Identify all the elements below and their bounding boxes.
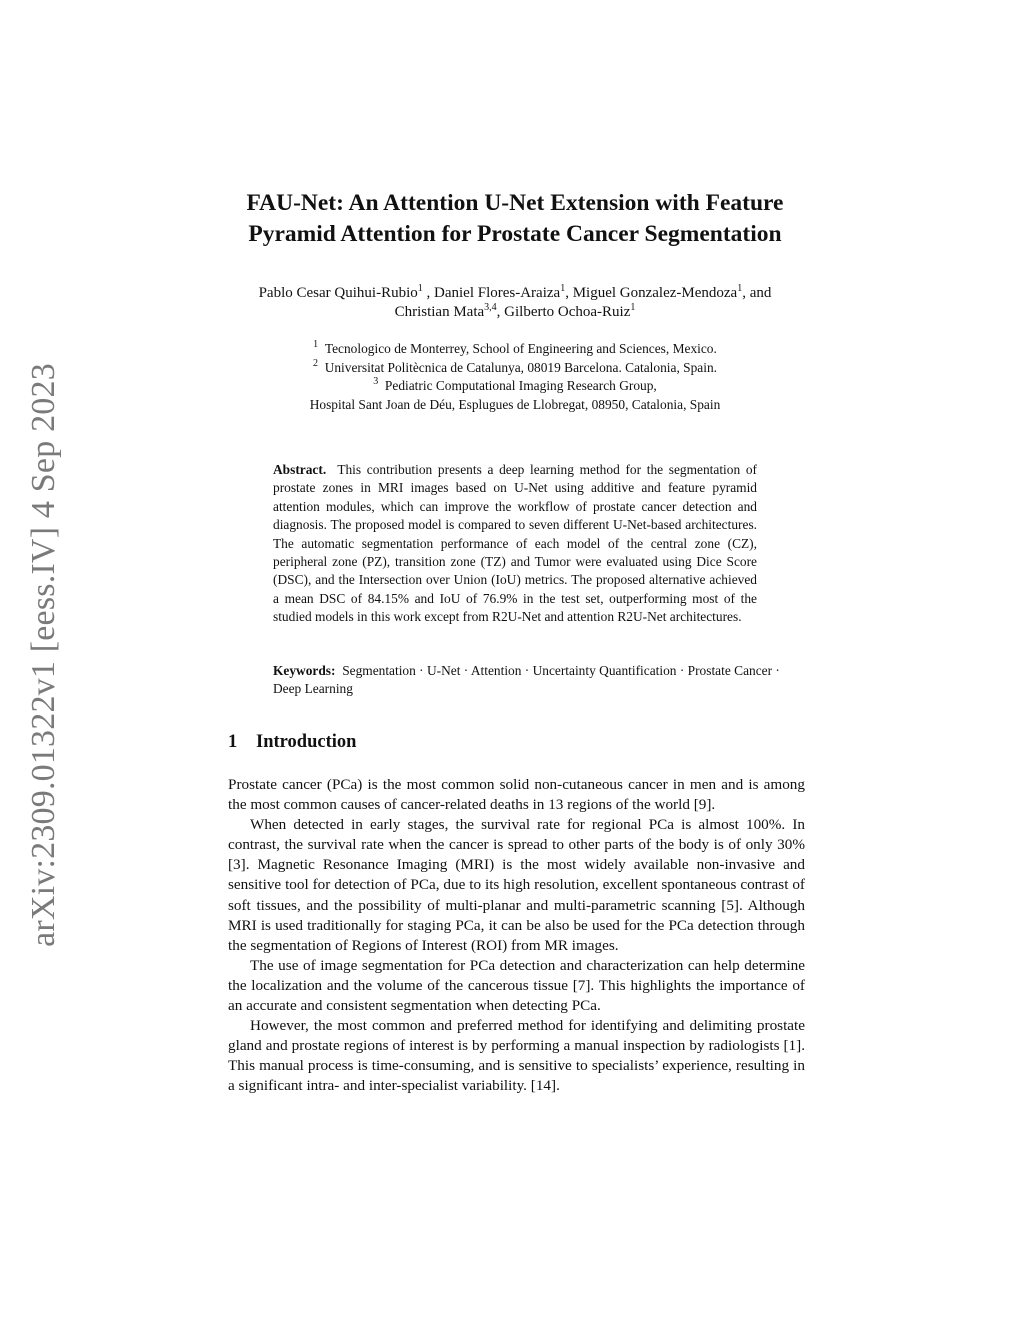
arxiv-identifier: arXiv:2309.01322v1 [eess.IV] 4 Sep 2023	[25, 363, 63, 947]
affiliation-line	[230, 377, 800, 396]
author-separator: , and	[742, 285, 772, 301]
abstract-label: Abstract.	[273, 462, 327, 477]
author-separator: ,	[422, 285, 434, 301]
affiliation-text: Pediatric Computational Imaging Research Group,	[384, 378, 657, 393]
keywords-label: Keywords:	[273, 663, 336, 678]
section-title: Introduction	[256, 732, 357, 752]
abstract	[273, 461, 757, 627]
section-heading	[228, 732, 356, 753]
affiliation-number: 1	[313, 339, 319, 350]
affiliation-number: 3	[373, 376, 379, 387]
paragraph: The use of image segmentation for PCa detection and characterization can help determine the localization and the volume of the cancerous tissue [7]. This highlights the importance of an accurate and consistent segmentation when detecting PCa.	[228, 956, 805, 1015]
affiliation-number: 2	[312, 357, 318, 369]
abstract-text: This contribution presents a deep learning method for the segmentation of prostate zones in MRI images based on U-Net using additive and feature pyramid attention modules, which can improve the workflow of prostate cancer detection and diagnosis. The proposed model is compared to seven different U-Net-based architectures. The automatic segmentation performance of each model of the central zone (CZ), peripheral zone (PZ), transition zone (TZ) and Tumor were evaluated using Dice Score (DSC), and the Intersection over Union (IoU) metrics. The proposed alternative achieved a mean DSC of 84.15% and IoU of 76.9% in the test set, outperforming most of the studied models in this work except from R2U-Net and attention R2U-Net architectures.	[273, 462, 757, 625]
author-affiliation-mark: 1	[630, 302, 636, 313]
affiliation-text: Hospital Sant Joan de Déu, Esplugues de Llobregat, 08950, Catalonia, Spain	[309, 396, 721, 412]
author-separator: ,	[565, 285, 573, 301]
author-affiliation-mark: 1	[417, 283, 423, 294]
keywords	[273, 662, 783, 699]
title-line-1: FAU-Net: An Attention U-Net Extension with Feature	[246, 190, 784, 216]
author-name: Miguel Gonzalez-Mendoza	[572, 285, 738, 301]
title-line-2: Pyramid Attention for Prostate Cancer Segmentation	[248, 221, 782, 247]
author-affiliation-mark: 3,4	[484, 302, 497, 313]
author-name: Christian Mata	[394, 304, 485, 320]
affiliation-text: Tecnologico de Monterrey, School of Engineering and Sciences, Mexico.	[324, 341, 717, 356]
author-list	[200, 284, 830, 322]
author-separator: ,	[496, 304, 505, 320]
author-affiliation-mark: 1	[737, 283, 743, 294]
arxiv-sidebar-stamp	[20, 360, 68, 950]
affiliation-text: Universitat Politècnica de Catalunya, 08019 Barcelona. Catalonia, Spain.	[324, 359, 717, 375]
author-name: Daniel Flores-Araiza	[434, 285, 561, 301]
paragraph: However, the most common and preferred method for identifying and delimiting prostate gland and prostate regions of interest is by performing a manual inspection by radiologists [1]. This manual process is time-consuming, and is sensitive to specialists’ experience, resulting in a significant intra- and inter-specialist variability. [14].	[228, 1017, 805, 1095]
paper-title	[200, 188, 830, 250]
affiliation-line	[230, 340, 800, 359]
affiliation-line	[230, 396, 800, 415]
section-number: 1	[228, 732, 238, 752]
author-name: Gilberto Ochoa-Ruiz	[504, 304, 631, 320]
paragraph: Prostate cancer (PCa) is the most common solid non-cutaneous cancer in men and is among the most common causes of cancer-related deaths in 13 regions of the world [9].	[228, 776, 805, 814]
introduction-body	[228, 775, 805, 1097]
affiliation-line	[230, 359, 800, 378]
author-affiliation-mark: 1	[560, 283, 566, 294]
paragraph: When detected in early stages, the survival rate for regional PCa is almost 100%. In contrast, the survival rate when the cancer is spread to other parts of the body is of only 30% [3]. Magnetic Resonance Imaging (MRI) is the most widely available non-invasive and sensitive tool for detection of PCa, due to its high resolution, excellent spontaneous contrast of soft tissues, and the possibility of multi-planar and multi-parametric scanning [5]. Although MRI is used traditionally for staging PCa, it can be also be used for the PCa detection through the segmentation of Regions of Interest (ROI) from MR images.	[228, 816, 805, 954]
affiliations	[230, 340, 800, 414]
keywords-text: Segmentation · U-Net · Attention · Uncertainty Quantification · Prostate Cancer · Deep Learning	[273, 663, 780, 697]
author-name: Pablo Cesar Quihui-Rubio	[258, 285, 418, 301]
